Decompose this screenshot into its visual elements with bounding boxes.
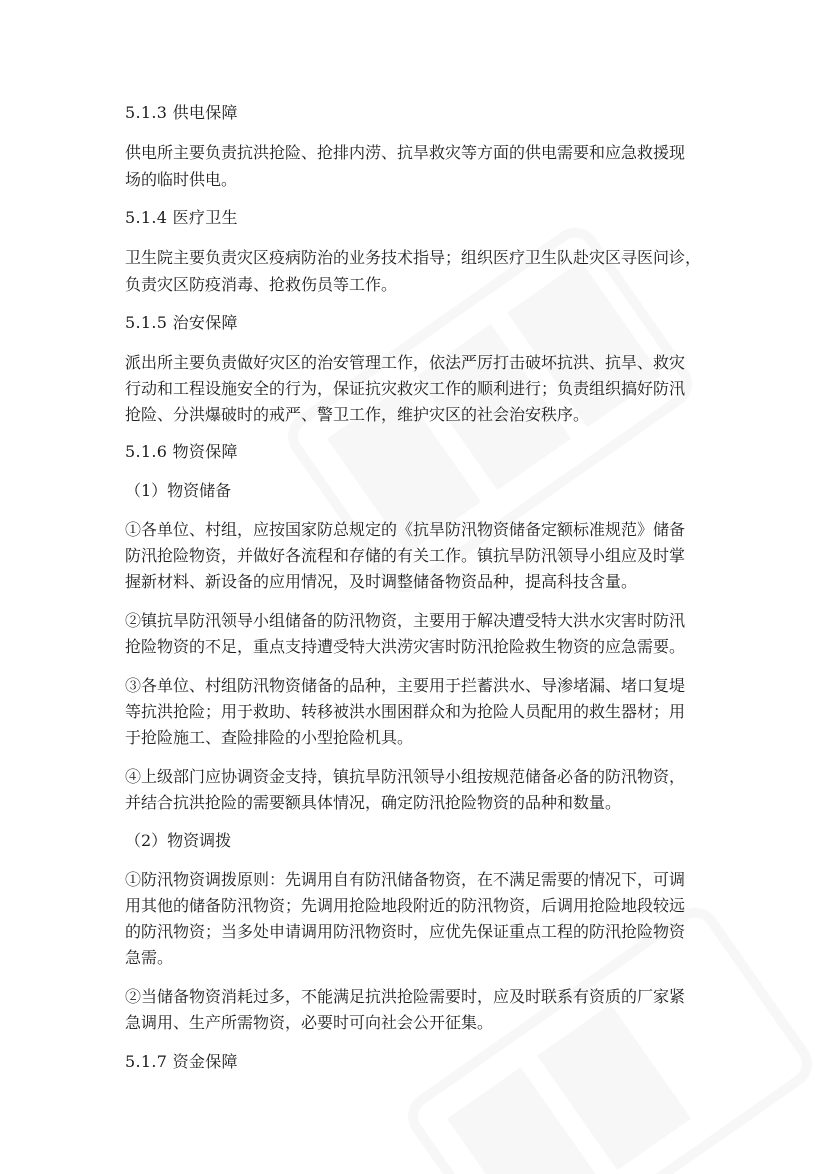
paragraph-line: ③各单位、村组防汛物资储备的品种，主要用于拦蓄洪水、导渗堵漏、堵口复堤 bbox=[125, 676, 686, 695]
paragraph-line: ①防汛物资调拨原则：先调用自有防汛储备物资，在不满足需要的情况下，可调 bbox=[125, 870, 686, 889]
paragraph-line: 握新材料、新设备的应用情况，及时调整储备物资品种，提高科技含量。 bbox=[125, 572, 638, 591]
section-heading: 5.1.5 治安保障 bbox=[125, 313, 238, 332]
paragraph-line: 急调用、生产所需物资，必要时可向社会公开征集。 bbox=[125, 1013, 494, 1032]
section-heading: 5.1.4 医疗卫生 bbox=[125, 208, 238, 227]
paragraph-line: 于抢险施工、查险排险的小型抢险机具。 bbox=[125, 728, 414, 747]
paragraph-line: 抢险、分洪爆破时的戒严、警卫工作，维护灾区的社会治安秩序。 bbox=[125, 405, 590, 424]
section-heading: 5.1.3 供电保障 bbox=[125, 103, 238, 122]
paragraph-line: ①各单位、村组，应按国家防总规定的《抗旱防汛物资储备定额标准规范》储备 bbox=[125, 520, 686, 539]
paragraph-line: 防汛抢险物资，并做好各流程和存储的有关工作。镇抗旱防汛领导小组应及时掌 bbox=[125, 546, 686, 565]
paragraph-line: ②当储备物资消耗过多，不能满足抗洪抢险需要时，应及时联系有资质的厂家紧 bbox=[125, 987, 686, 1006]
section-heading: 5.1.6 物资保障 bbox=[125, 442, 238, 461]
subsection-heading: （2）物资调拨 bbox=[125, 831, 232, 850]
section-heading: 5.1.7 资金保障 bbox=[125, 1052, 238, 1071]
paragraph-line: 派出所主要负责做好灾区的治安管理工作，依法严厉打击破坏抗洪、抗旱、救灾 bbox=[125, 353, 686, 372]
paragraph-line: 等抗洪抢险；用于救助、转移被洪水围困群众和为抢险人员配用的救生器材；用 bbox=[125, 702, 686, 721]
paragraph-line: ④上级部门应协调资金支持，镇抗旱防汛领导小组按规范储备必备的防汛物资， bbox=[125, 767, 686, 786]
paragraph-line: 的防汛物资；当多处申请调用防汛物资时，应优先保证重点工程的防汛抢险物资 bbox=[125, 922, 686, 941]
paragraph-line: 抢险物资的不足，重点支持遭受特大洪涝灾害时防汛抢险救生物资的应急需要。 bbox=[125, 637, 686, 656]
paragraph-line: 负责灾区防疫消毒、抢救伤员等工作。 bbox=[125, 275, 398, 294]
paragraph-line: 场的临时供电。 bbox=[125, 170, 238, 189]
paragraph-line: 用其他的储备防汛物资；先调用抢险地段附近的防汛物资，后调用抢险地段较远 bbox=[125, 896, 686, 915]
subsection-heading: （1）物资储备 bbox=[125, 481, 232, 500]
paragraph-line: 供电所主要负责抗洪抢险、抢排内涝、抗旱救灾等方面的供电需要和应急救援现 bbox=[125, 143, 686, 162]
paragraph-line: 并结合抗洪抢险的需要额具体情况，确定防汛抢险物资的品种和数量。 bbox=[125, 793, 622, 812]
paragraph-line: 卫生院主要负责灾区疫病防治的业务技术指导；组织医疗卫生队赴灾区寻医问诊， bbox=[125, 248, 702, 267]
paragraph-line: 行动和工程设施安全的行为，保证抗灾救灾工作的顺利进行；负责组织搞好防汛 bbox=[125, 379, 686, 398]
paragraph-line: ②镇抗旱防汛领导小组储备的防汛物资，主要用于解决遭受特大洪水灾害时防汛 bbox=[125, 611, 686, 630]
paragraph-line: 急需。 bbox=[125, 948, 174, 967]
